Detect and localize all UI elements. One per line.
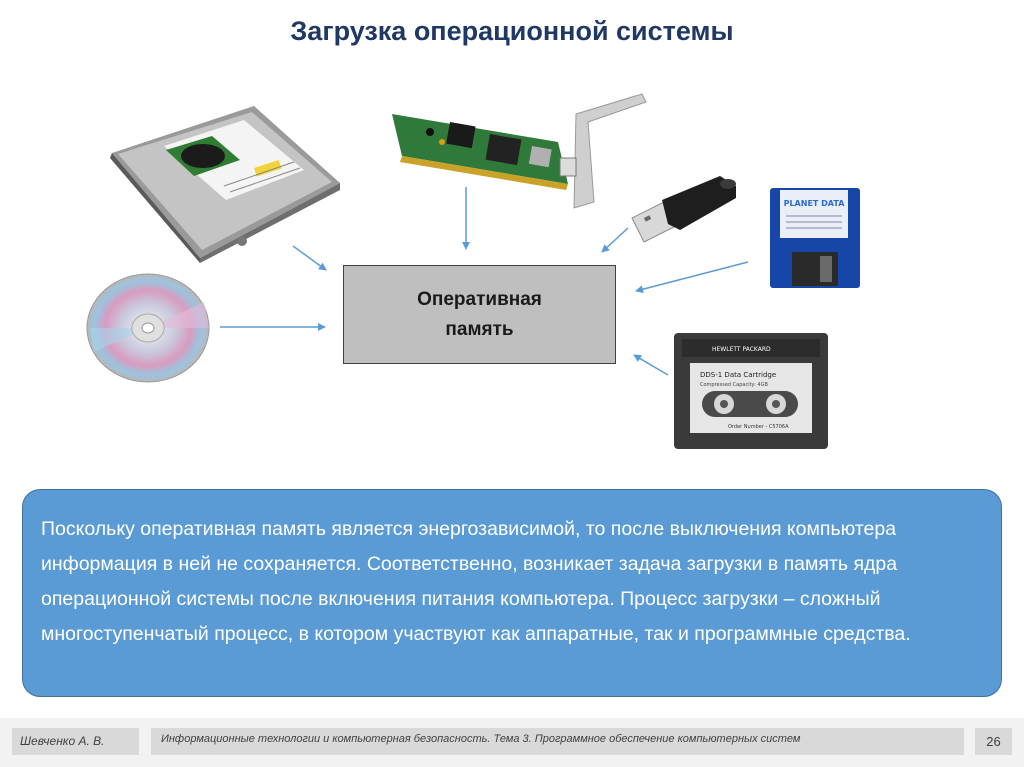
floppy-disk-icon xyxy=(768,186,862,290)
usb-flash-icon xyxy=(624,172,742,248)
info-box xyxy=(22,489,1002,697)
cd-icon xyxy=(84,272,212,384)
floppy-label: PLANET DATA xyxy=(783,199,845,208)
arrow-floppy xyxy=(636,262,748,291)
tape-label-1: DDS-1 Data Cartridge xyxy=(700,371,777,379)
ram-box xyxy=(343,265,616,364)
slide-title: Загрузка операционной системы xyxy=(290,16,734,46)
arrow-tape xyxy=(634,355,668,375)
network-card-icon xyxy=(390,84,650,214)
tape-brand: HEWLETT PACKARD xyxy=(712,346,771,353)
ram-box-label: Оперативная память xyxy=(417,288,542,340)
page-number: 26 xyxy=(975,728,1012,755)
hard-disk-icon xyxy=(104,98,344,263)
tape-order-number: Order Number - C5706A xyxy=(728,424,789,430)
tape-label-2: Compressed Capacity: 4GB xyxy=(700,382,768,388)
tape-cartridge-icon xyxy=(672,331,830,451)
footer-author: Шевченко А. В. xyxy=(12,728,139,755)
info-text: Поскольку оперативная память является энергозависимой, то после выключения компьютера информация в ней не сохраняется. Соответственно, возникает задача загрузки в память ядра операционной системы после включения питания компьютера. Процесс загрузки – сложный многоступенчатый процесс, в котором участвуют как аппаратные, так и программные средства. xyxy=(41,518,911,645)
footer-course: Информационные технологии и компьютерная безопасность. Тема 3. Программное обеспечение компьютерных систем xyxy=(151,728,964,755)
